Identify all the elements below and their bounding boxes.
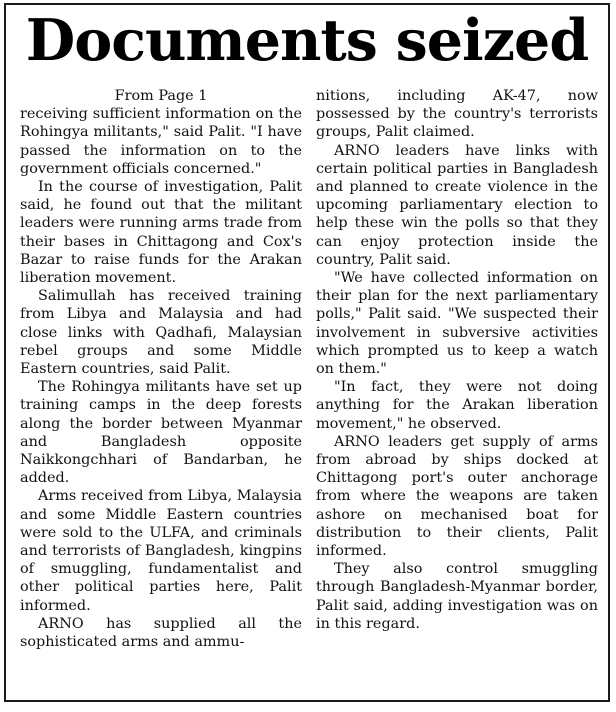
column-right: [316, 87, 598, 694]
paragraph: nitions, including AK-47, now possessed by the country's terrorists groups, Palit claimed.: [316, 88, 598, 141]
paragraph: Salimullah has received training from Libya and Malaysia and had close links with Qadhafi, Malaysian rebel groups and some Middle Eastern countries, said Palit.: [20, 288, 302, 378]
paragraph: Arms received from Libya, Malaysia and some Middle Eastern countries were sold to the ULFA, and criminals and terrorists of Bangladesh, kingpins of smuggling, fundamentalist and other political parties here, Palit informed.: [20, 488, 302, 614]
dateline: From Page 1: [114, 88, 208, 104]
paragraph: In the course of investigation, Palit said, he found out that the militant leaders were running arms trade from their bases in Chittagong and Cox's Bazar to raise funds for the Arakan liberation movement.: [20, 179, 302, 287]
paragraph: ARNO has supplied all the sophisticated arms and ammu-: [20, 615, 302, 651]
paragraph: ARNO leaders have links with certain political parties in Bangladesh and planned to create violence in the upcoming parliamentary election to help these win the polls so that they can enjoy protection inside the country, Palit said.: [316, 142, 598, 268]
paragraph: ARNO leaders get supply of arms from abroad by ships docked at Chittagong port's outer anchorage from where the weapons are taken ashore on mechanised boat for distribution to their clients, Palit informed.: [316, 433, 598, 560]
paragraph: They also control smuggling through Bangladesh-Myanmar border, Palit said, adding investigation was on in this regard.: [316, 561, 598, 632]
paragraph: "In fact, they were not doing anything for the Arakan liberation movement," he observed.: [316, 379, 598, 432]
newspaper-clipping: [4, 3, 610, 702]
headline: Documents seized: [25, 7, 589, 74]
paragraph: "We have collected information on their plan for the next parliamentary polls," Palit said. "We suspected their involvement in subversive activities which prompted us to keep a watch on them.": [316, 270, 598, 378]
paragraph: The Rohingya militants have set up training camps in the deep forests along the border between Myanmar and Bangladesh opposite Naikkongchhari of Bandarban, he added.: [20, 379, 302, 487]
article-body: [20, 87, 598, 694]
paragraph: receiving sufficient information on the Rohingya militants," said Palit. "I have passed the information on to the government officials concerned.": [20, 106, 302, 177]
column-left: [20, 87, 302, 694]
